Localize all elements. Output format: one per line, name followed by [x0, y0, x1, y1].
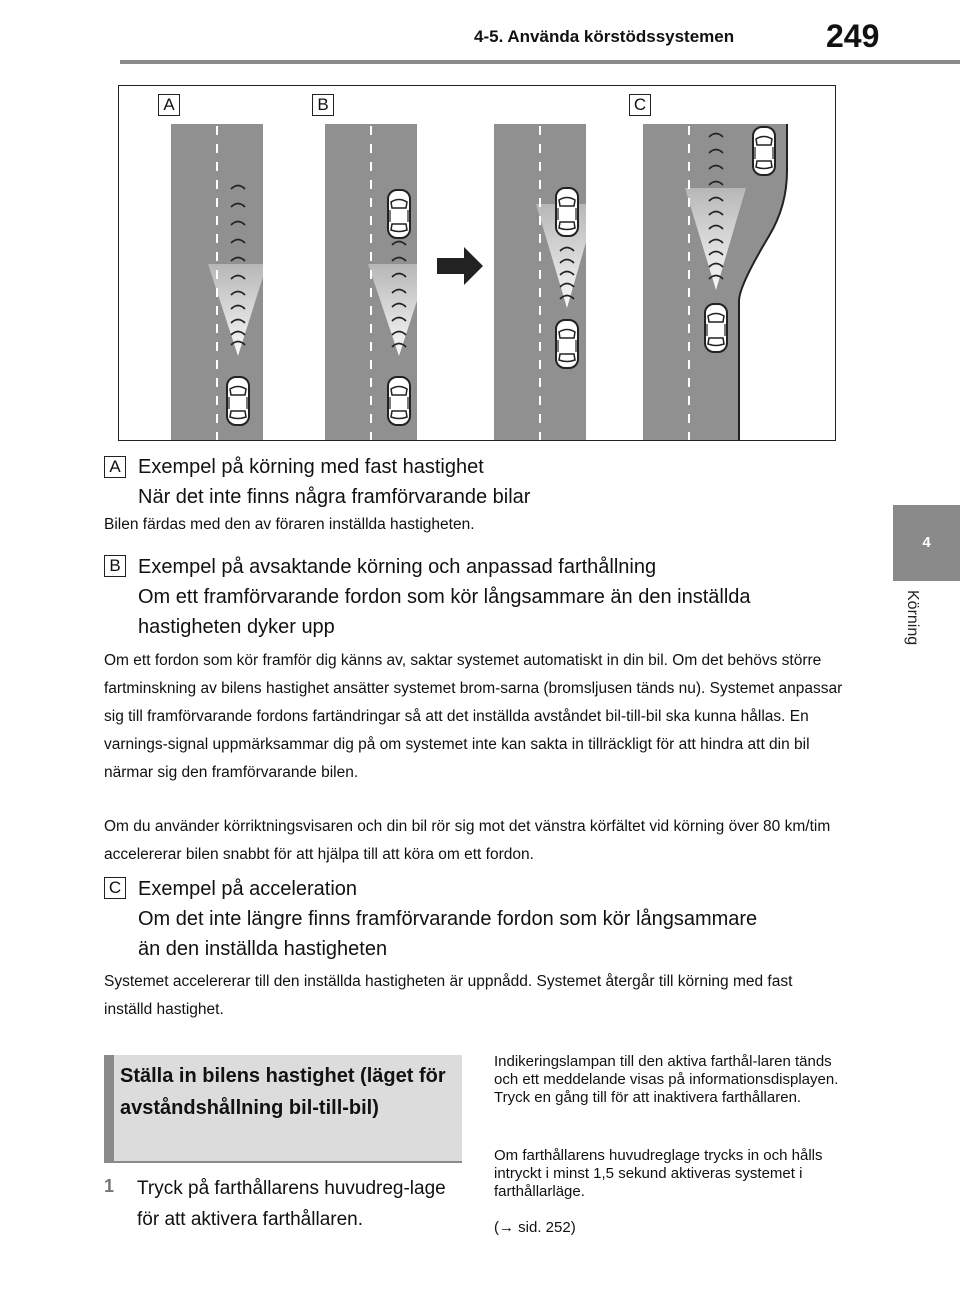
settings-heading-rule	[104, 1161, 462, 1163]
settings-heading: Ställa in bilens hastighet (läget för avståndshållning bil-till-bil)	[120, 1065, 446, 1119]
section-letter-a: A	[104, 456, 126, 478]
step-number: 1	[104, 1176, 115, 1196]
section-b-text: Om ett fordon som kör framför dig känns av, saktar systemet automatiskt in din bil. Om det behövs större fartminskning av bilens hastighet ansätter systemet brom-sarna (bromsljusen tänds nu). Systemet anpassar sig till framförvarande fordons fartändringar så att det inställda avståndet bil-till-bil ska kunna hållas. En varnings-signal uppmärksammar dig på om systemet inte kan sakta in tillräckligt för att hindra att din bil närmar sig den framförvarande bilen.	[104, 652, 843, 781]
indicator-note: Indikeringslampan till den aktiva farthål-laren tänds och ett meddelande visas på informationsdisplayen. Tryck en gång till för att inaktivera farthållaren.	[494, 1053, 839, 1106]
main-switch-note: Om farthållarens huvudreglage trycks in och hålls intryckt i minst 1,5 sekund aktiveras systemet i farthållarläge.	[494, 1147, 823, 1200]
section-b-subtitle: Om ett framförvarande fordon som kör långsammare än den inställda	[138, 586, 751, 608]
section-a-subtitle: När det inte finns några framförvarande bilar	[138, 486, 531, 508]
panel-label-b: B	[312, 94, 334, 116]
chapter-tab: 4	[893, 505, 960, 581]
section-b-text-2: Om du använder körriktningsvisaren och din bil rör sig mot det vänstra körfältet vid körning över 80 km/tim accelererar bilen snabbt för att hjälpa till att köra om ett fordon.	[104, 818, 831, 863]
step-text: Tryck på farthållarens huvudreg-lage för att aktivera farthållaren.	[137, 1178, 446, 1230]
section-a-text: Bilen färdas med den av föraren inställda hastigheten.	[104, 516, 475, 533]
section-c-subtitle-cont: än den inställda hastigheten	[138, 938, 388, 960]
section-title: 4-5. Använda körstödssystemen	[474, 27, 735, 46]
road-diagram	[119, 86, 837, 442]
panel-label-a: A	[158, 94, 180, 116]
section-c-subtitle: Om det inte längre finns framförvarande fordon som kör långsammare	[138, 908, 758, 930]
section-letter-b: B	[104, 555, 126, 577]
driving-illustration	[118, 85, 836, 441]
page-reference: (→ sid. 252)	[494, 1219, 576, 1236]
section-c-text: Systemet accelererar till den inställda hastigheten är uppnådd. Systemet återgår till körning med fast inställd hastighet.	[104, 973, 793, 1018]
section-a-title: Exempel på körning med fast hastighet	[138, 456, 484, 478]
header-rule	[120, 60, 960, 64]
panel-label-c: C	[629, 94, 651, 116]
section-b-subtitle-cont: hastigheten dyker upp	[138, 616, 335, 638]
chapter-label: Körning	[904, 590, 921, 646]
page-number: 249	[826, 18, 880, 54]
section-letter-c: C	[104, 877, 126, 899]
section-b-title: Exempel på avsaktande körning och anpassad farthållning	[138, 556, 657, 578]
section-c-title: Exempel på acceleration	[138, 878, 358, 900]
